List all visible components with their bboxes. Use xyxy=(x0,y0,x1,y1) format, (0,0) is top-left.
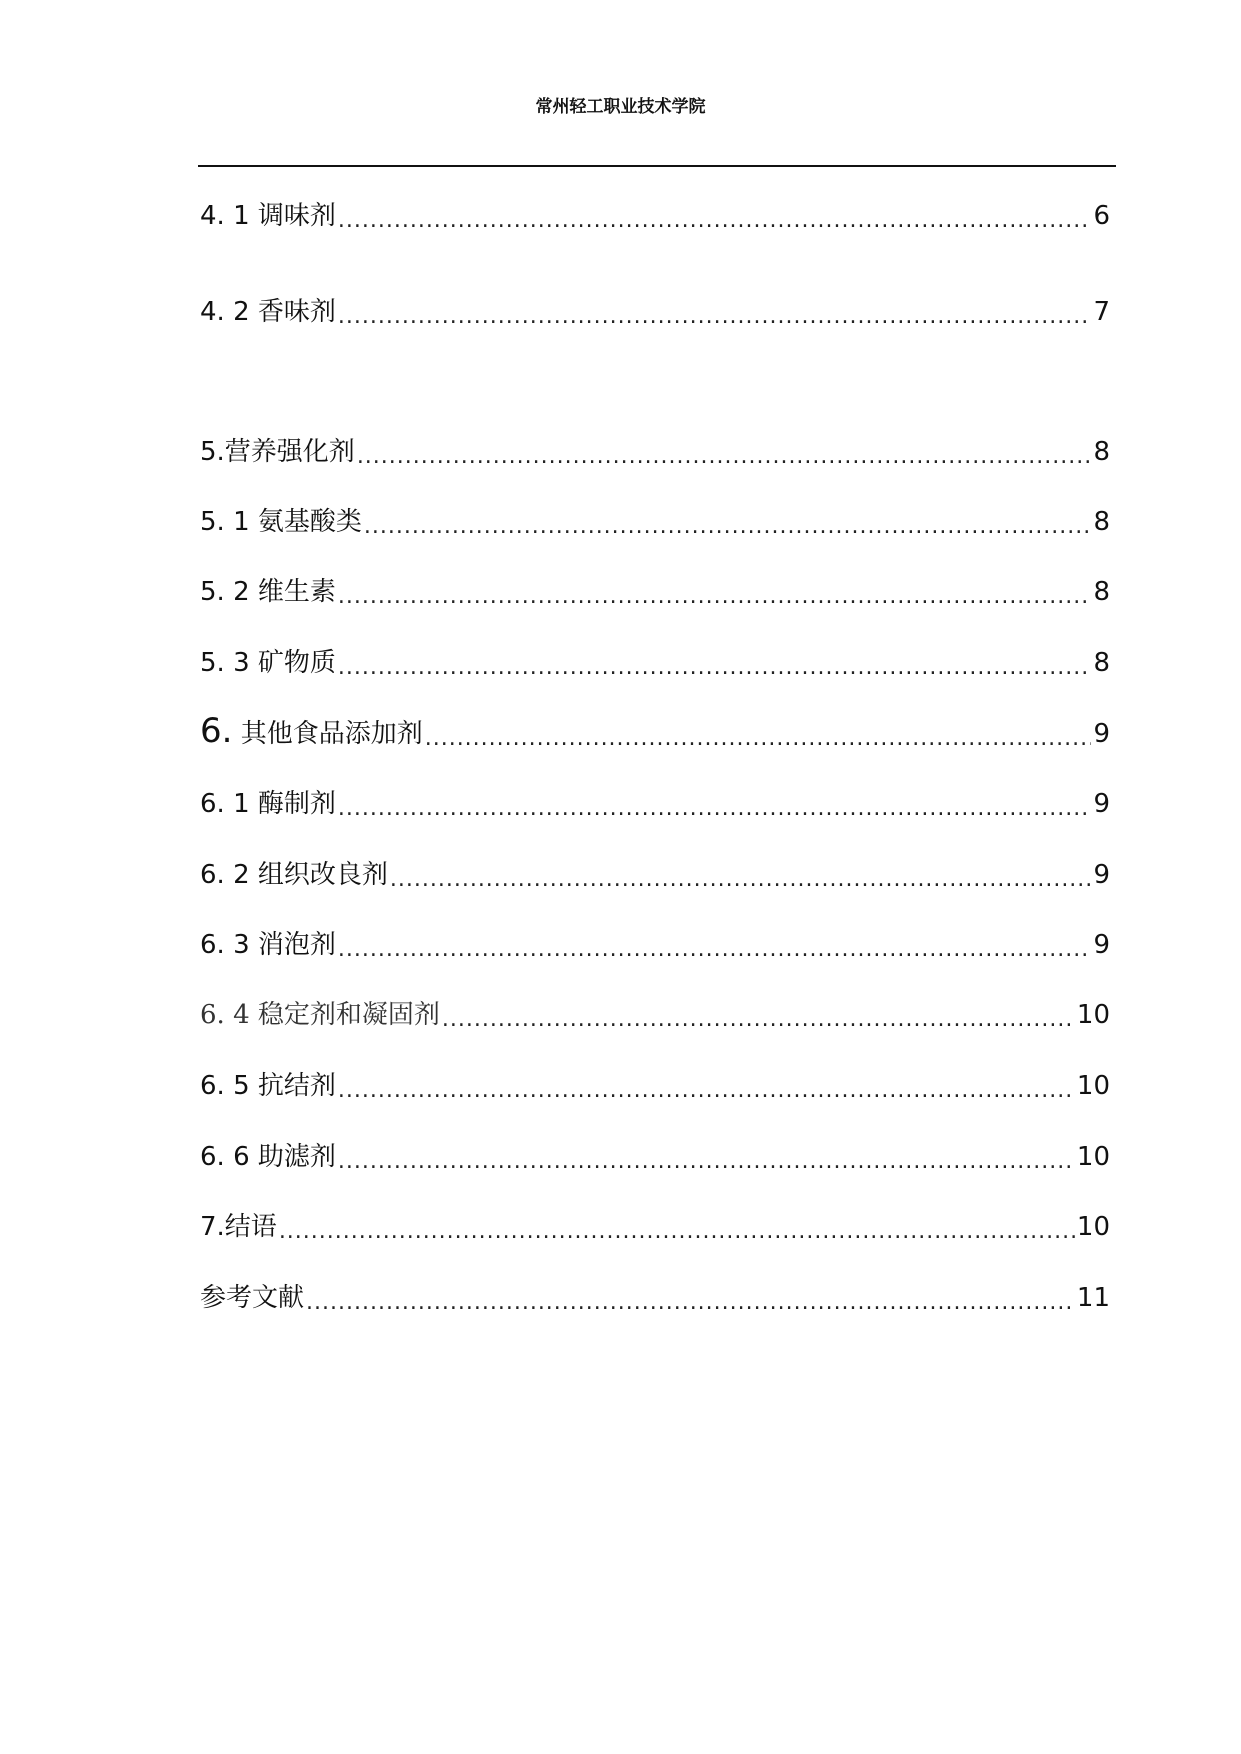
page-header: 常州轻工职业技术学院 xyxy=(535,97,706,117)
toc-entry[interactable] xyxy=(200,995,1110,1035)
toc-entry-label: 5. 3 矿物质 xyxy=(200,648,336,678)
toc-entry-label: 5. 2 维生素 xyxy=(200,577,336,607)
toc-entry-page: 10 xyxy=(1076,1212,1110,1242)
toc-entry-title: 其他食品添加剂 xyxy=(232,719,423,749)
toc-leader-dots xyxy=(338,925,1092,965)
toc-entry-page: 8 xyxy=(1093,648,1110,678)
toc-entry[interactable] xyxy=(200,855,1110,895)
toc-entry-label: 6. 1 酶制剂 xyxy=(200,789,336,819)
toc-entry[interactable] xyxy=(200,643,1110,683)
toc-leader-dots xyxy=(442,995,1075,1035)
toc-entry-label: 6. 6 助滤剂 xyxy=(200,1142,336,1172)
toc-entry[interactable] xyxy=(200,502,1110,542)
toc-entry[interactable] xyxy=(200,784,1110,824)
toc-entry-label: 4. 2 香味剂 xyxy=(200,297,336,327)
toc-entry-page: 9 xyxy=(1093,789,1110,819)
toc-entry-label: 5.营养强化剂 xyxy=(200,437,355,467)
toc-entry-label: 6. 2 组织改良剂 xyxy=(200,860,388,890)
toc-entry[interactable] xyxy=(200,711,1110,754)
toc-entry-label: 6. 3 消泡剂 xyxy=(200,930,336,960)
toc-entry-label: 6. 4 稳定剂和凝固剂 xyxy=(200,1000,440,1030)
toc-leader-dots xyxy=(279,1207,1075,1247)
toc-entry-label: 7.结语 xyxy=(200,1212,277,1242)
toc-leader-dots xyxy=(338,572,1092,612)
toc-entry-page: 10 xyxy=(1076,1071,1110,1101)
toc-entry[interactable] xyxy=(200,1278,1110,1318)
toc-leader-dots xyxy=(338,784,1092,824)
toc-entry[interactable] xyxy=(200,1066,1110,1106)
toc-leader-dots xyxy=(338,643,1092,683)
toc-entry-number: 6. xyxy=(200,711,233,751)
toc-entry-page: 10 xyxy=(1076,1000,1110,1030)
toc-entry-page: 9 xyxy=(1093,930,1110,960)
toc-leader-dots xyxy=(338,1137,1075,1177)
toc-leader-dots xyxy=(364,502,1092,542)
toc-entry-label: 4. 1 调味剂 xyxy=(200,201,336,231)
toc-entry[interactable] xyxy=(200,1207,1110,1247)
toc-entry[interactable] xyxy=(200,196,1110,236)
toc-leader-dots xyxy=(338,292,1092,332)
toc-entry[interactable] xyxy=(200,292,1110,332)
toc-entry-page: 9 xyxy=(1093,860,1110,890)
toc-entry[interactable] xyxy=(200,572,1110,612)
toc-entry-label: 6. 5 抗结剂 xyxy=(200,1071,336,1101)
toc-entry[interactable] xyxy=(200,1137,1110,1177)
table-of-contents xyxy=(200,0,1110,1754)
toc-leader-dots xyxy=(338,1066,1075,1106)
toc-entry-page: 9 xyxy=(1093,719,1110,749)
toc-entry-page: 7 xyxy=(1093,297,1110,327)
toc-leader-dots xyxy=(425,714,1092,754)
toc-entry-label xyxy=(200,711,423,754)
toc-entry[interactable] xyxy=(200,432,1110,472)
toc-entry-label: 5. 1 氨基酸类 xyxy=(200,507,362,537)
toc-leader-dots xyxy=(338,196,1092,236)
toc-entry-page: 8 xyxy=(1093,577,1110,607)
toc-entry-page: 8 xyxy=(1093,437,1110,467)
toc-entry[interactable] xyxy=(200,925,1110,965)
toc-entry-page: 11 xyxy=(1076,1283,1110,1313)
toc-entry-label: 参考文献 xyxy=(200,1283,305,1313)
toc-leader-dots xyxy=(306,1278,1075,1318)
toc-entry-page: 10 xyxy=(1076,1142,1110,1172)
toc-entry-page: 6 xyxy=(1093,201,1110,231)
toc-entry-page: 8 xyxy=(1093,507,1110,537)
toc-leader-dots xyxy=(357,432,1092,472)
toc-leader-dots xyxy=(390,855,1092,895)
